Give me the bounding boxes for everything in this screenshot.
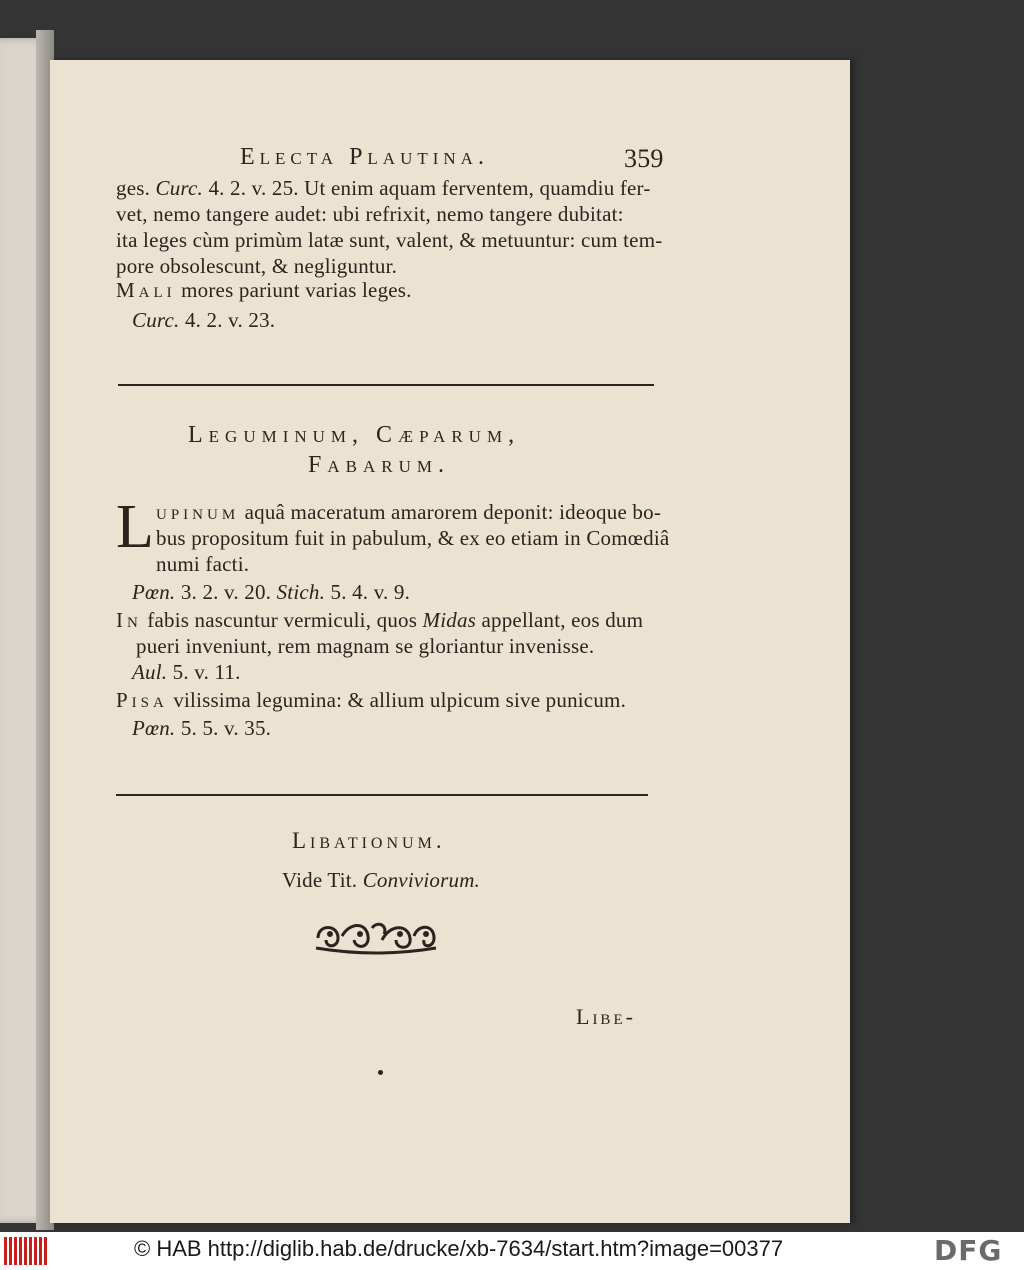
text-line: ges. Curc. 4. 2. v. 25. Ut enim aquam ferventem, quamdiu fer-: [116, 176, 651, 200]
text-line: pueri inveniunt, rem magnam se gloriantur invenisse.: [136, 634, 595, 658]
entry-line: Mali mores pariunt varias leges.: [116, 278, 412, 302]
section-divider: [118, 384, 654, 386]
section-heading: Fabarum.: [308, 452, 450, 478]
reference-line: Curc. 4. 2. v. 23.: [132, 308, 276, 332]
printer-ornament: [312, 918, 440, 956]
running-title: Electa Plautina.: [240, 144, 489, 170]
see-reference: Vide Tit. Conviviorum.: [282, 868, 481, 892]
page-number: 359: [624, 144, 664, 173]
hab-logo[interactable]: [4, 1237, 48, 1265]
reference-line: Pœn. 5. 5. v. 35.: [132, 716, 272, 740]
drop-capital: L: [116, 493, 154, 561]
dfg-logo[interactable]: DFG: [934, 1234, 1003, 1267]
footer-copyright-link[interactable]: © HAB http://diglib.hab.de/drucke/xb-7634/start.htm?image=00377: [134, 1236, 784, 1261]
section-heading: Libationum.: [292, 828, 446, 853]
text-line: bus propositum fuit in pabulum, & ex eo etiam in Comœdiâ: [156, 526, 670, 550]
text-line: pore obsolescunt, & negliguntur.: [116, 254, 398, 278]
entry-line: In fabis nascuntur vermiculi, quos Midas appellant, eos dum: [116, 608, 644, 632]
text-line: numi facti.: [156, 552, 250, 576]
text-line: upinum aquâ maceratum amarorem deponit: ideoque bo-: [156, 500, 662, 524]
reference-line: Aul. 5. v. 11.: [132, 660, 241, 684]
reference-line: Pœn. 3. 2. v. 20. Stich. 5. 4. v. 9.: [132, 580, 411, 604]
book-page: [50, 60, 850, 1223]
ink-speck: [378, 1070, 383, 1075]
catchword: Libe-: [576, 1004, 636, 1029]
entry-line: Pisa vilissima legumina: & allium ulpicum sive punicum.: [116, 688, 627, 712]
section-heading: Leguminum, Cæparum,: [188, 422, 521, 448]
text-line: ita leges cùm primùm latæ sunt, valent, & metuuntur: cum tem-: [116, 228, 663, 252]
text-line: vet, nemo tangere audet: ubi refrixit, nemo tangere dubitat:: [116, 202, 624, 226]
section-divider: [116, 794, 648, 796]
